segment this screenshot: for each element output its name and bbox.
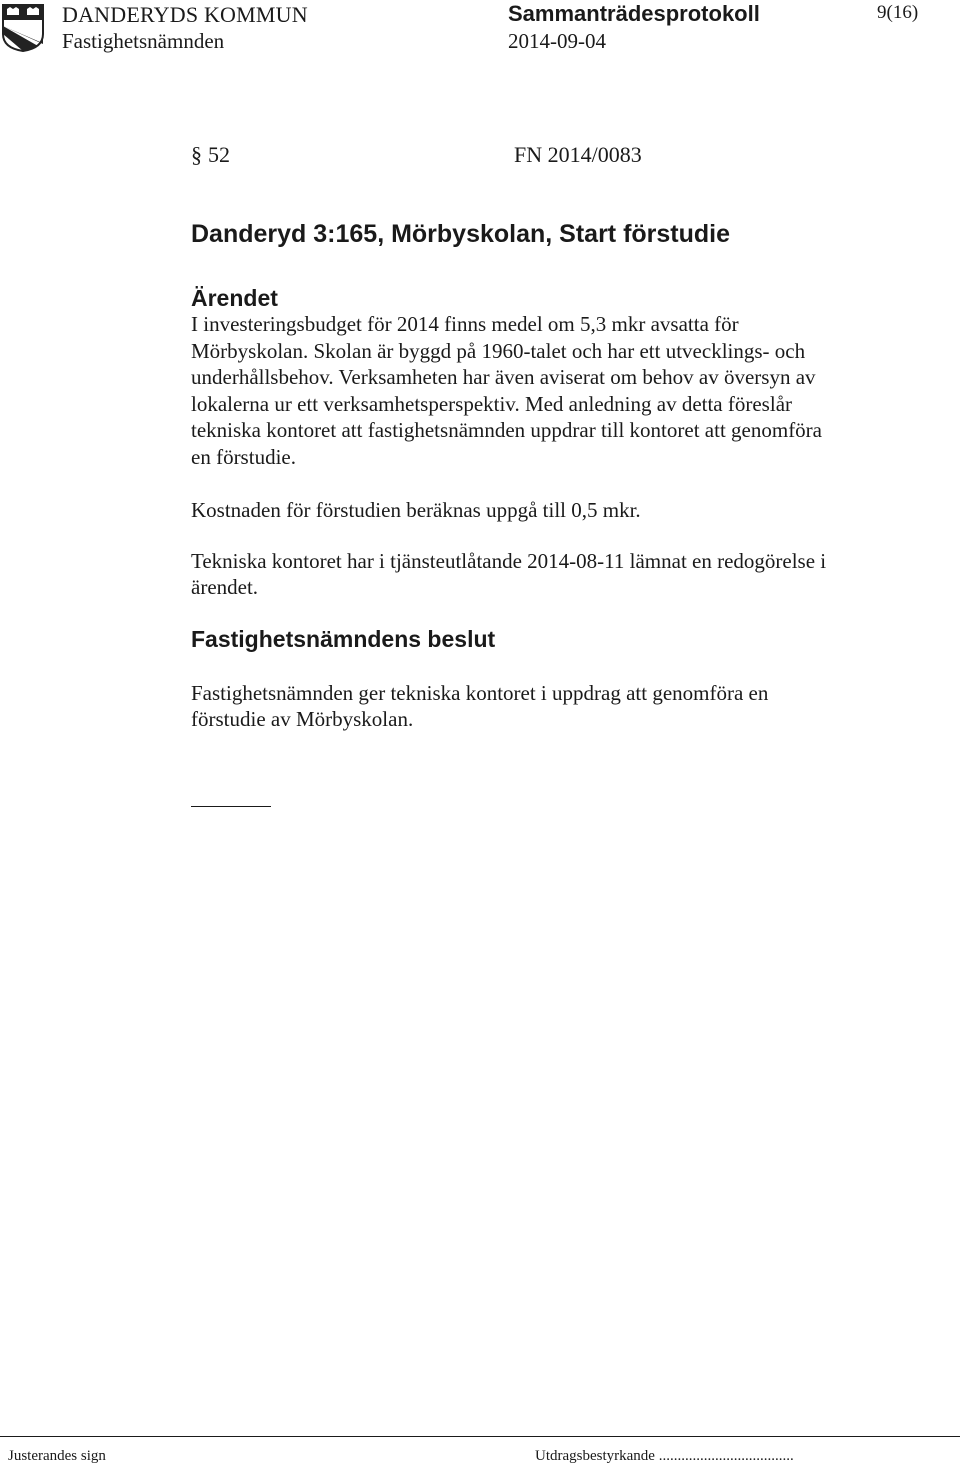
body-text-line: underhållsbehov. Verksamheten har även aviserat om behov av översyn av (191, 365, 816, 389)
organization-unit: Fastighetsnämnden (62, 29, 225, 53)
page-number: 9(16) (877, 2, 919, 23)
body-text-line: lokalerna ur ett verksamhetsperspektiv. Med anledning av detta föreslår (191, 392, 793, 416)
footer-divider (0, 1436, 960, 1437)
section-sign: § (191, 142, 202, 167)
meeting-date: 2014-09-04 (508, 29, 606, 53)
organization-name: DANDERYDS KOMMUN (62, 2, 308, 27)
body-text-line: Tekniska kontoret har i tjänsteutlåtande 2014-08-11 lämnat en redogörelse i (191, 549, 827, 573)
body-text-line: en förstudie. (191, 445, 296, 469)
body-text-line: tekniska kontoret att fastighetsnämnden uppdrar till kontoret att genomföra (191, 418, 822, 442)
decision-text-line: förstudie av Mörbyskolan. (191, 707, 414, 731)
page-title: Danderyd 3:165, Mörbyskolan, Start förstudie (191, 220, 731, 248)
heading-decision: Fastighetsnämndens beslut (191, 626, 496, 652)
document-type: Sammanträdesprotokoll (508, 1, 760, 26)
footer-extract-certification: Utdragsbestyrkande .................................... (535, 1448, 794, 1464)
end-rule (191, 806, 271, 807)
heading-arendet: Ärendet (191, 285, 278, 311)
body-text-line: Kostnaden för förstudien beräknas uppgå till 0,5 mkr. (191, 498, 641, 522)
footer-adjuster-sign: Justerandes sign (8, 1448, 106, 1464)
section-number: 52 (208, 142, 230, 167)
case-number: FN 2014/0083 (514, 142, 642, 167)
body-text-line: Mörbyskolan. Skolan är byggd på 1960-talet och har ett utvecklings- och (191, 339, 806, 363)
body-text-line: ärendet. (191, 575, 259, 599)
coat-of-arms-icon (2, 4, 44, 52)
decision-text-line: Fastighetsnämnden ger tekniska kontoret i uppdrag att genomföra en (191, 681, 769, 705)
body-text-line: I investeringsbudget för 2014 finns medel om 5,3 mkr avsatta för (191, 312, 739, 336)
